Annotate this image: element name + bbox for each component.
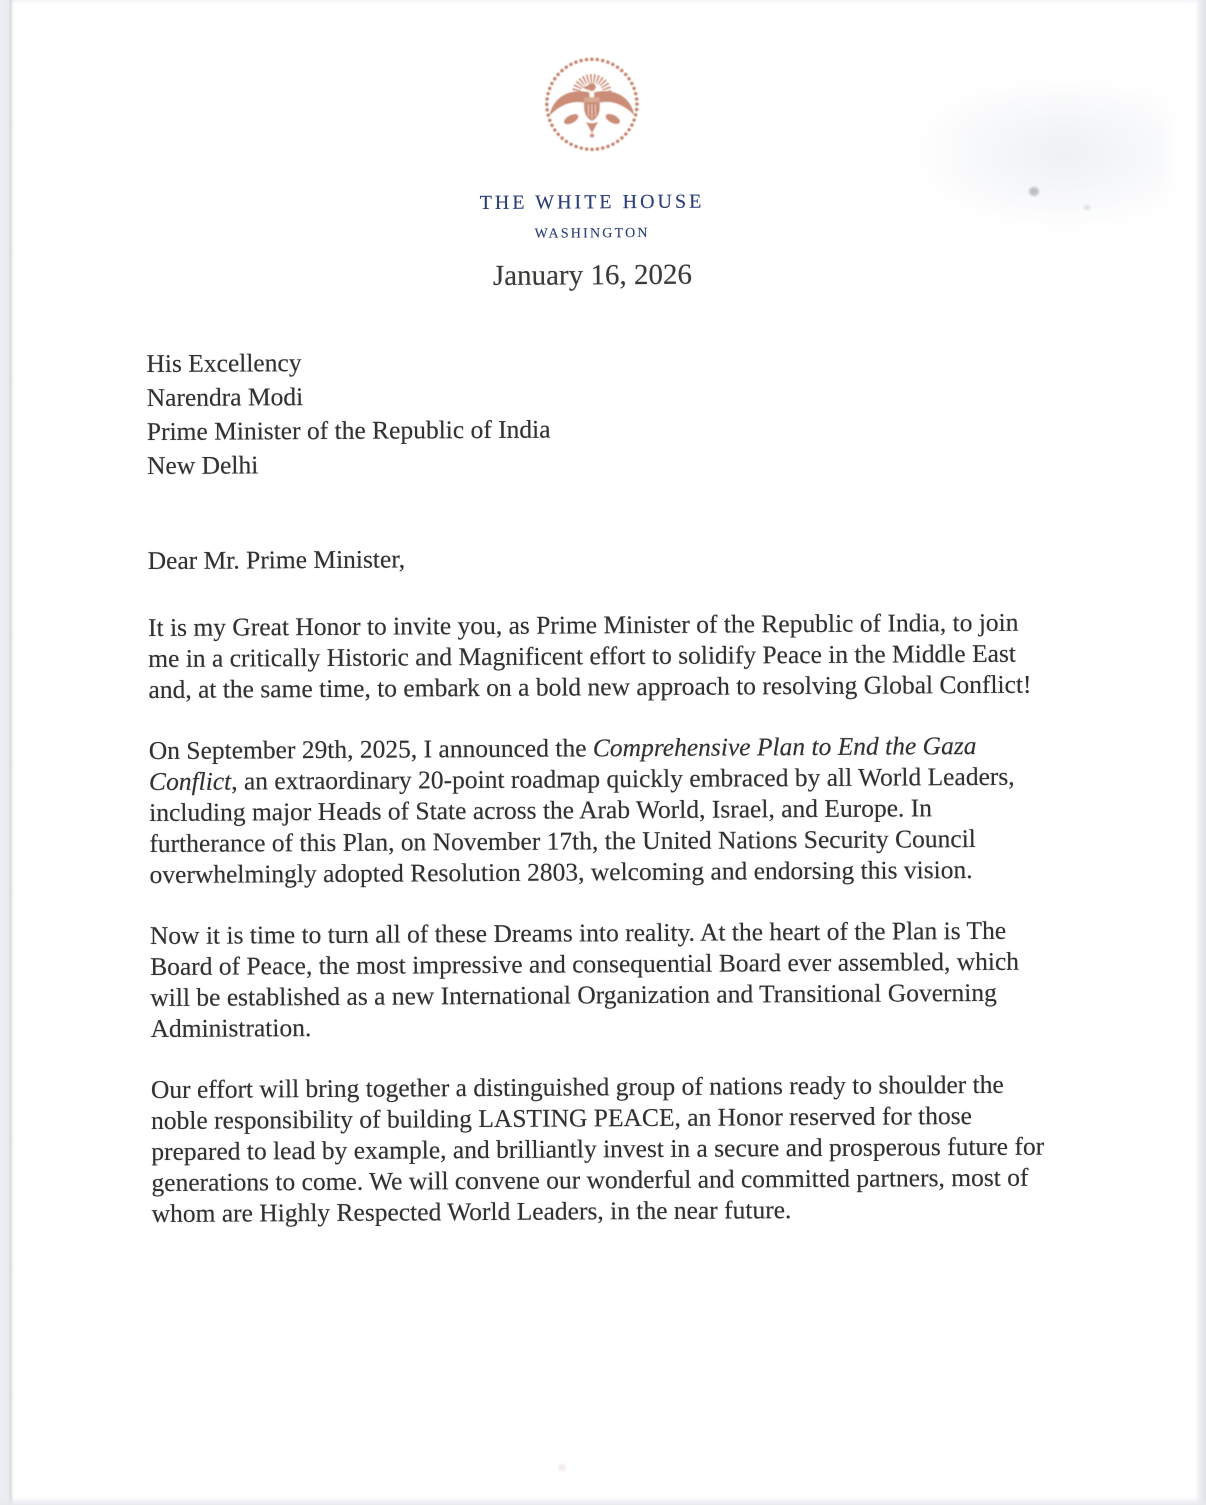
text-run: , an extraordinary 20-point roadmap quickly embraced by all World Leaders, including major Heads of State across the Arab World, Israel, and Europe. In furtherance of this Plan, on November 17th, the United Nations Security Council overwhelmingly adopted Resolution 2803, welcoming and endorsing this vision. (149, 761, 1015, 890)
letterhead-org: THE WHITE HOUSE (479, 190, 705, 215)
paragraph (150, 915, 1044, 1044)
text-run: It is my Great Honor to invite you, as Prime Minister of the Republic of India, to join me in a critically Historic and Magnificent effort to solidify Peace in the Middle East and, at the same time, to embark on a bold new approach to resolving Global Conflict! (147, 607, 1032, 705)
text-run: On September 29th, 2025, I announced the (148, 733, 593, 766)
letterhead-city: WASHINGTON (534, 225, 650, 242)
letterhead (145, 50, 1039, 295)
letter-date: January 16, 2026 (492, 258, 692, 292)
text-run: Now it is time to turn all of these Dreams into reality. At the heart of the Plan is The Board of Peace, the most impressive and consequential Board ever assembled, which will be established as a new International Organization and Transitional Governing Administration. (149, 915, 1020, 1044)
recipient-line: New Delhi (146, 450, 259, 481)
salutation: Dear Mr. Prime Minister, (147, 544, 406, 576)
paragraph (148, 607, 1042, 705)
text-run: Our effort will bring together a distinguished group of nations ready to shoulder the noble responsibility of building LASTING PEACE, an Honor reserved for those prepared to lead by example, and brilliantly invest in a secure and prosperous future for generations to come. We will convene our wonderful and committed partners, most of whom are Highly Respected World Leaders, in the near future. (150, 1069, 1045, 1229)
letter-body (148, 607, 1045, 1229)
recipient-block (146, 342, 1040, 483)
italic-run: Comprehensive Plan to End the Gaza Conflict (148, 730, 977, 797)
recipient-line: His Excellency (146, 348, 302, 379)
presidential-seal-icon (145, 50, 1039, 159)
paragraph (149, 730, 1043, 890)
recipient-line: Prime Minister of the Republic of India (146, 414, 551, 447)
recipient-line: Narendra Modi (146, 382, 304, 413)
paragraph (151, 1069, 1045, 1229)
